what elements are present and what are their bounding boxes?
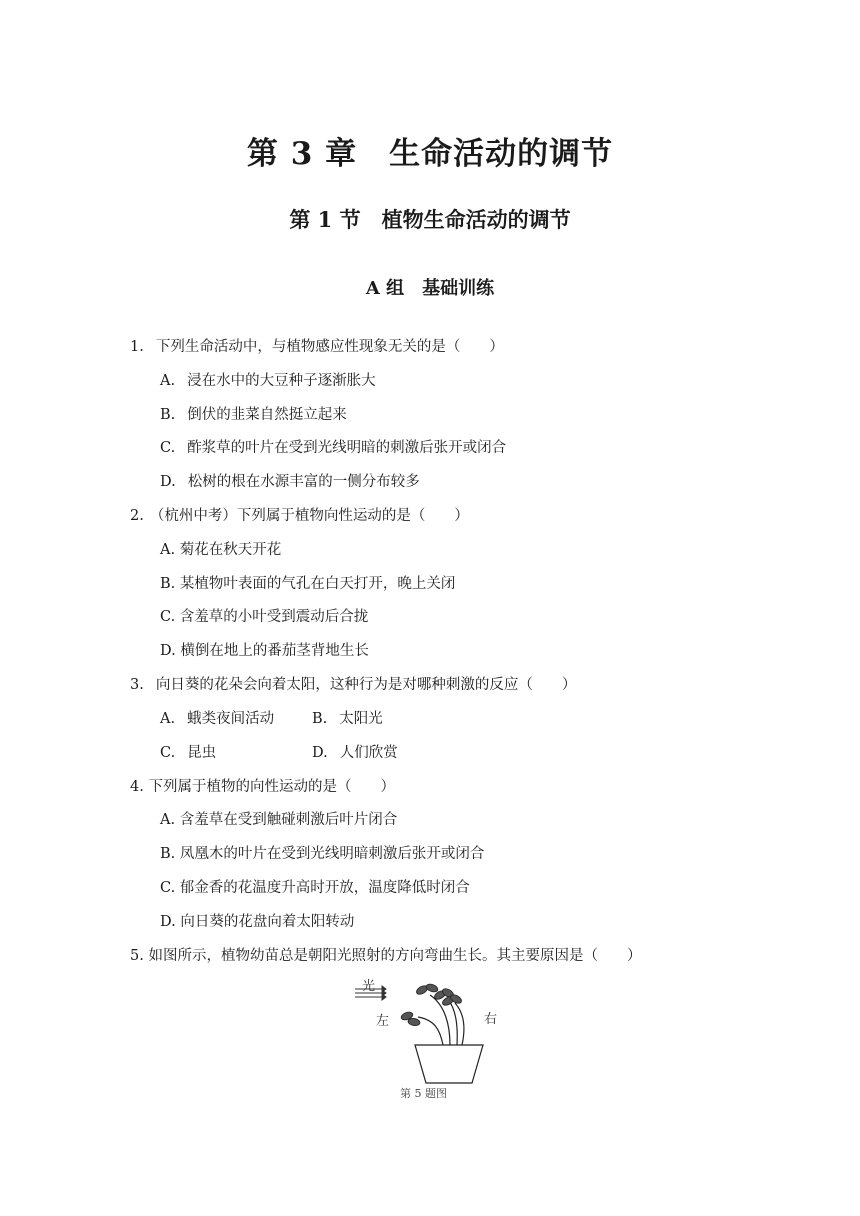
question-3-option-c	[160, 743, 216, 763]
question-1-option-c	[160, 438, 506, 458]
option-text: 昆虫	[187, 745, 217, 761]
question-1-option-b	[160, 405, 347, 425]
option-text: 太阳光	[339, 711, 383, 727]
question-5-stem	[130, 946, 641, 966]
question-2-option-c	[160, 607, 368, 627]
section-title: 第 1 节 植物生命活动的调节	[289, 207, 571, 232]
question-text: 下列属于植物的向性运动的是（ ）	[148, 779, 395, 795]
option-text: 凤凰木的叶片在受到光线明暗刺激后张开或闭合	[179, 846, 485, 862]
option-label: C.	[160, 440, 176, 456]
option-label: B.	[160, 407, 176, 423]
option-label: D.	[160, 474, 176, 490]
option-label: D.	[160, 914, 176, 930]
question-number: 1.	[130, 339, 144, 355]
option-text: 含羞草的小叶受到震动后合拢	[179, 609, 369, 625]
option-text: 蛾类夜间活动	[187, 711, 275, 727]
option-label: D.	[160, 643, 176, 659]
question-3-option-b	[312, 709, 383, 729]
question-number: 4.	[130, 779, 144, 795]
option-text: 人们欣赏	[339, 745, 398, 761]
option-label: C.	[160, 609, 176, 625]
option-label: A.	[160, 812, 176, 828]
chapter-title: 第 3 章 生命活动的调节	[246, 136, 614, 172]
left-label: 左	[376, 1014, 390, 1029]
option-label: B.	[160, 846, 176, 862]
option-text: 郁金香的花温度升高时开放，温度降低时闭合	[179, 880, 470, 896]
question-1-option-d	[160, 472, 420, 492]
question-2-option-b	[160, 574, 455, 594]
option-label: A.	[160, 373, 176, 389]
option-text: 横倒在地上的番茄茎背地生长	[180, 643, 369, 659]
option-text: 向日葵的花盘向着太阳转动	[180, 914, 355, 930]
question-1-option-a	[160, 371, 376, 391]
question-4-option-b	[160, 844, 484, 864]
question-number: 5.	[130, 948, 144, 964]
option-text: 浸在水中的大豆种子逐渐胀大	[187, 373, 376, 389]
question-4-stem	[130, 777, 395, 797]
question-2-stem	[130, 506, 469, 526]
option-label: D.	[312, 745, 328, 761]
figure-caption: 第 5 题图	[400, 1087, 447, 1100]
option-text: 某植物叶表面的气孔在白天打开，晚上关闭	[179, 576, 456, 592]
option-text: 酢浆草的叶片在受到光线明暗的刺激后张开或闭合	[187, 440, 507, 456]
question-3-stem	[130, 675, 576, 695]
flower-pot	[415, 1045, 483, 1083]
question-text: （杭州中考）下列属于植物向性运动的是（ ）	[149, 508, 469, 524]
option-text: 松树的根在水源丰富的一侧分布较多	[187, 474, 420, 490]
group-title: A 组 基础训练	[365, 278, 495, 299]
question-text: 向日葵的花朵会向着太阳，这种行为是对哪种刺激的反应（ ）	[155, 677, 577, 693]
question-number: 2.	[130, 508, 144, 524]
question-3-option-a	[160, 709, 274, 729]
option-label: B.	[312, 711, 328, 727]
option-label: A.	[160, 711, 176, 727]
right-label: 右	[484, 1012, 498, 1027]
option-text: 菊花在秋天开花	[179, 542, 282, 558]
light-label: 光	[362, 979, 376, 994]
option-label: B.	[160, 576, 176, 592]
option-text: 倒伏的韭菜自然挺立起来	[187, 407, 347, 423]
option-label: A.	[160, 542, 176, 558]
question-1-stem	[130, 337, 504, 357]
question-4-option-d	[160, 912, 354, 932]
option-label: C.	[160, 880, 176, 896]
seedling-leaves	[400, 983, 463, 1027]
question-2-option-d	[160, 641, 369, 661]
question-2-option-a	[160, 540, 281, 560]
question-text: 如图所示，植物幼苗总是朝阳光照射的方向弯曲生长。其主要原因是（ ）	[148, 948, 642, 964]
question-text: 下列生命活动中，与植物感应性现象无关的是（ ）	[155, 339, 504, 355]
question-4-option-a	[160, 810, 397, 830]
option-text: 含羞草在受到触碰刺激后叶片闭合	[179, 812, 398, 828]
question-number: 3.	[130, 677, 144, 693]
question-4-option-c	[160, 878, 470, 898]
option-label: C.	[160, 745, 176, 761]
question-3-option-d	[312, 743, 398, 763]
